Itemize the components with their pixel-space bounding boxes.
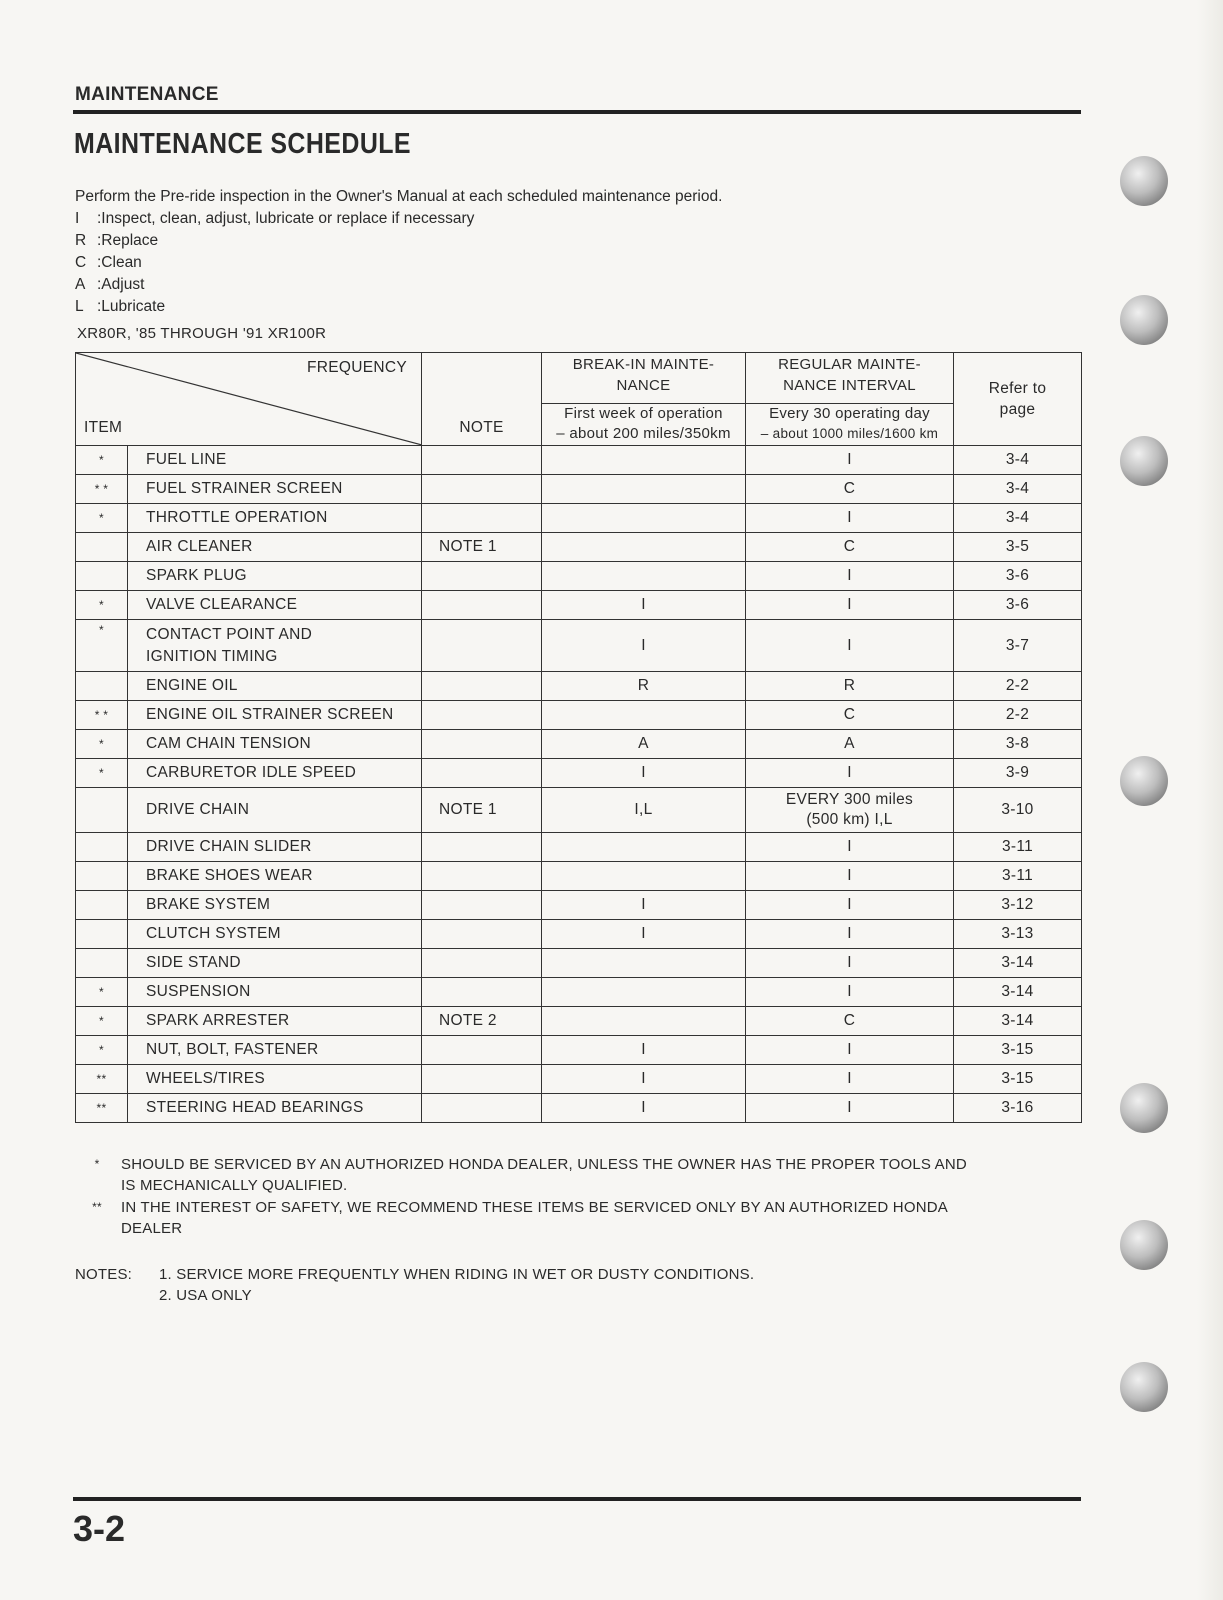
mark-cell xyxy=(76,833,128,862)
breakin-cell: I xyxy=(542,1065,746,1094)
table-row xyxy=(76,562,1082,591)
footnote-symbol: * xyxy=(94,1157,100,1171)
binder-hole xyxy=(1120,295,1168,345)
breakin-cell: I xyxy=(542,1094,746,1123)
regular-cell: I xyxy=(746,562,954,591)
item-cell: FUEL LINE xyxy=(128,446,422,475)
regular-cell: I xyxy=(746,978,954,1007)
note-cell: NOTE 2 xyxy=(422,1007,542,1036)
regular-cell: I xyxy=(746,949,954,978)
binder-hole xyxy=(1120,1362,1168,1412)
mark-cell xyxy=(76,788,128,833)
breakin-cell: I xyxy=(542,759,746,788)
breakin-header xyxy=(542,353,746,404)
page-cell: 3-16 xyxy=(954,1094,1082,1123)
page-cell: 2-2 xyxy=(954,672,1082,701)
legend-row xyxy=(75,274,722,296)
table-row xyxy=(76,620,1082,672)
footnotes xyxy=(85,1154,1085,1240)
breakin-cell xyxy=(542,533,746,562)
regular-cell: I xyxy=(746,1036,954,1065)
table-row xyxy=(76,949,1082,978)
note-cell xyxy=(422,891,542,920)
refer-header-line: page xyxy=(999,401,1036,418)
model-caption: XR80R, '85 THROUGH '91 XR100R xyxy=(77,325,327,342)
note-cell xyxy=(422,1036,542,1065)
note-cell xyxy=(422,1094,542,1123)
legend-desc: :Inspect, clean, adjust, lubricate or replace if necessary xyxy=(97,210,475,227)
table-row xyxy=(76,730,1082,759)
item-cell: ENGINE OIL STRAINER SCREEN xyxy=(128,701,422,730)
page-cell: 3-9 xyxy=(954,759,1082,788)
item-cell: ENGINE OIL xyxy=(128,672,422,701)
note-cell xyxy=(422,759,542,788)
note-cell xyxy=(422,562,542,591)
binder-hole xyxy=(1120,1083,1168,1133)
legend-desc: :Clean xyxy=(97,254,142,271)
legend-code: L xyxy=(75,298,84,315)
breakin-header-line: NANCE xyxy=(616,377,671,394)
regular-cell: C xyxy=(746,1007,954,1036)
page-cell: 3-15 xyxy=(954,1065,1082,1094)
item-cell: SIDE STAND xyxy=(128,949,422,978)
page-cell: 3-6 xyxy=(954,562,1082,591)
legend-desc: :Replace xyxy=(97,232,159,249)
mark-cell xyxy=(76,891,128,920)
item-cell: THROTTLE OPERATION xyxy=(128,504,422,533)
note-cell xyxy=(422,672,542,701)
table-row xyxy=(76,1065,1082,1094)
note-cell xyxy=(422,446,542,475)
header-rule xyxy=(73,110,1081,114)
mark-cell: * xyxy=(76,504,128,533)
regular-cell: A xyxy=(746,730,954,759)
item-cell: SUSPENSION xyxy=(128,978,422,1007)
mark-cell: * * xyxy=(76,701,128,730)
footnote-line: IS MECHANICALLY QUALIFIED. xyxy=(121,1177,348,1194)
notes-block xyxy=(75,1264,754,1306)
breakin-cell: I xyxy=(542,591,746,620)
footnote-line: IN THE INTEREST OF SAFETY, WE RECOMMEND THESE ITEMS BE SERVICED ONLY BY AN AUTHORIZED HONDA xyxy=(121,1199,948,1216)
mark-cell xyxy=(76,562,128,591)
breakin-cell xyxy=(542,562,746,591)
item-cell xyxy=(128,620,422,672)
refer-header-line: Refer to xyxy=(988,380,1047,397)
mark-cell: ** xyxy=(76,1065,128,1094)
page-cell: 3-11 xyxy=(954,833,1082,862)
legend-row xyxy=(75,208,722,230)
legend-desc: :Adjust xyxy=(97,276,145,293)
item-line: IGNITION TIMING xyxy=(146,647,278,665)
page-cell: 3-15 xyxy=(954,1036,1082,1065)
page-cell: 3-14 xyxy=(954,978,1082,1007)
item-cell: NUT, BOLT, FASTENER xyxy=(128,1036,422,1065)
regular-line: (500 km) I,L xyxy=(806,811,893,828)
regular-cell: I xyxy=(746,1065,954,1094)
regular-cell: C xyxy=(746,533,954,562)
note-cell xyxy=(422,1065,542,1094)
table-row xyxy=(76,533,1082,562)
note-cell xyxy=(422,978,542,1007)
table-row xyxy=(76,672,1082,701)
intro-text: Perform the Pre-ride inspection in the Owner's Manual at each scheduled maintenance period. xyxy=(75,188,723,205)
breakin-cell xyxy=(542,978,746,1007)
breakin-cell: I xyxy=(542,891,746,920)
breakin-sub-line: – about 200 miles/350km xyxy=(556,425,731,443)
mark-cell xyxy=(76,672,128,701)
item-cell: VALVE CLEARANCE xyxy=(128,591,422,620)
page-cell: 3-14 xyxy=(954,949,1082,978)
table-row xyxy=(76,833,1082,862)
breakin-cell: I xyxy=(542,920,746,949)
binder-hole xyxy=(1120,436,1168,486)
note-cell xyxy=(422,701,542,730)
page-cell: 2-2 xyxy=(954,701,1082,730)
breakin-cell xyxy=(542,949,746,978)
item-cell: SPARK PLUG xyxy=(128,562,422,591)
mark-cell: * xyxy=(76,620,128,672)
page-title: MAINTENANCE SCHEDULE xyxy=(74,128,411,160)
note-cell xyxy=(422,730,542,759)
intro-block xyxy=(75,186,722,318)
page-number: 3-2 xyxy=(73,1508,126,1549)
regular-cell xyxy=(746,788,954,833)
mark-cell: * xyxy=(76,446,128,475)
breakin-cell xyxy=(542,862,746,891)
note-cell xyxy=(422,620,542,672)
item-cell: CARBURETOR IDLE SPEED xyxy=(128,759,422,788)
table-row xyxy=(76,759,1082,788)
mark-cell: * xyxy=(76,1036,128,1065)
regular-cell: I xyxy=(746,1094,954,1123)
footnote-line: SHOULD BE SERVICED BY AN AUTHORIZED HONDA DEALER, UNLESS THE OWNER HAS THE PROPER TOOLS AND xyxy=(121,1156,967,1173)
table-row xyxy=(76,788,1082,833)
breakin-cell xyxy=(542,833,746,862)
table-row xyxy=(76,475,1082,504)
breakin-cell: I xyxy=(542,1036,746,1065)
regular-header-line: NANCE INTERVAL xyxy=(783,377,916,394)
page-cell: 3-4 xyxy=(954,475,1082,504)
mark-cell: * xyxy=(76,1007,128,1036)
mark-cell: * xyxy=(76,759,128,788)
footnote-symbol: ** xyxy=(92,1200,102,1214)
page-cell: 3-6 xyxy=(954,591,1082,620)
footnote xyxy=(85,1154,1085,1196)
footnote xyxy=(85,1197,1085,1239)
regular-cell: R xyxy=(746,672,954,701)
table-row xyxy=(76,1094,1082,1123)
note-cell xyxy=(422,591,542,620)
mark-cell xyxy=(76,533,128,562)
mark-cell: * xyxy=(76,978,128,1007)
note-header-label: NOTE xyxy=(459,419,504,436)
frequency-item-header xyxy=(76,353,422,446)
page-cell: 3-4 xyxy=(954,446,1082,475)
page-cell: 3-4 xyxy=(954,504,1082,533)
item-cell: DRIVE CHAIN xyxy=(128,788,422,833)
note-header xyxy=(422,353,542,446)
regular-line: EVERY 300 miles xyxy=(785,791,914,808)
mark-cell xyxy=(76,949,128,978)
frequency-header: FREQUENCY xyxy=(306,359,407,376)
page-cell: 3-5 xyxy=(954,533,1082,562)
regular-sub-line: – about 1000 miles/1600 km xyxy=(760,426,939,442)
table-row xyxy=(76,446,1082,475)
mark-cell xyxy=(76,862,128,891)
note-cell xyxy=(422,504,542,533)
table-row xyxy=(76,1036,1082,1065)
breakin-cell xyxy=(542,475,746,504)
breakin-subheader xyxy=(542,404,746,446)
note-cell: NOTE 1 xyxy=(422,788,542,833)
breakin-sub-line: First week of operation xyxy=(564,405,723,423)
legend-code: C xyxy=(75,254,87,271)
regular-subheader xyxy=(746,404,954,446)
regular-cell: I xyxy=(746,833,954,862)
mark-cell xyxy=(76,920,128,949)
note-item: 1. SERVICE MORE FREQUENTLY WHEN RIDING IN WET OR DUSTY CONDITIONS. xyxy=(159,1266,755,1283)
page-cell: 3-13 xyxy=(954,920,1082,949)
table-row xyxy=(76,701,1082,730)
binder-hole xyxy=(1120,1220,1168,1270)
page-cell: 3-7 xyxy=(954,620,1082,672)
page-cell: 3-10 xyxy=(954,788,1082,833)
table-row xyxy=(76,920,1082,949)
regular-cell: C xyxy=(746,475,954,504)
regular-cell: C xyxy=(746,701,954,730)
breakin-cell xyxy=(542,1007,746,1036)
regular-cell: I xyxy=(746,620,954,672)
item-cell: STEERING HEAD BEARINGS xyxy=(128,1094,422,1123)
mark-cell: ** xyxy=(76,1094,128,1123)
page-cell: 3-12 xyxy=(954,891,1082,920)
table-row xyxy=(76,891,1082,920)
breakin-cell xyxy=(542,701,746,730)
table-row xyxy=(76,591,1082,620)
item-cell: SPARK ARRESTER xyxy=(128,1007,422,1036)
regular-header-line: REGULAR MAINTE- xyxy=(778,356,921,373)
table-row xyxy=(76,862,1082,891)
binder-hole xyxy=(1120,156,1168,206)
legend-code: A xyxy=(75,276,86,293)
breakin-cell: R xyxy=(542,672,746,701)
note-cell xyxy=(422,833,542,862)
refer-header xyxy=(954,353,1082,446)
notes-label: NOTES: xyxy=(75,1266,133,1283)
item-cell: BRAKE SYSTEM xyxy=(128,891,422,920)
breakin-cell: A xyxy=(542,730,746,759)
mark-cell: * xyxy=(76,591,128,620)
section-label: MAINTENANCE xyxy=(75,84,219,105)
regular-header xyxy=(746,353,954,404)
item-cell: BRAKE SHOES WEAR xyxy=(128,862,422,891)
breakin-header-line: BREAK-IN MAINTE- xyxy=(572,356,715,373)
breakin-cell: I,L xyxy=(542,788,746,833)
regular-sub-line: Every 30 operating day xyxy=(769,405,930,423)
regular-cell: I xyxy=(746,891,954,920)
mark-cell: * xyxy=(76,730,128,759)
note-cell xyxy=(422,949,542,978)
legend-code: I xyxy=(75,210,80,227)
legend-desc: :Lubricate xyxy=(97,298,166,315)
note-cell xyxy=(422,862,542,891)
legend-code: R xyxy=(75,232,87,249)
regular-cell: I xyxy=(746,920,954,949)
table-row xyxy=(76,1007,1082,1036)
note-cell xyxy=(422,475,542,504)
item-cell: AIR CLEANER xyxy=(128,533,422,562)
table-row xyxy=(76,504,1082,533)
page-cell: 3-14 xyxy=(954,1007,1082,1036)
mark-cell: * * xyxy=(76,475,128,504)
regular-cell: I xyxy=(746,759,954,788)
item-cell: CAM CHAIN TENSION xyxy=(128,730,422,759)
page-edge xyxy=(1197,0,1223,1600)
item-line: CONTACT POINT AND xyxy=(146,625,313,643)
item-cell: FUEL STRAINER SCREEN xyxy=(128,475,422,504)
binder-hole xyxy=(1120,756,1168,806)
note-cell xyxy=(422,920,542,949)
table-row xyxy=(76,978,1082,1007)
regular-cell: I xyxy=(746,862,954,891)
breakin-cell xyxy=(542,504,746,533)
breakin-cell xyxy=(542,446,746,475)
page-cell: 3-11 xyxy=(954,862,1082,891)
item-cell: DRIVE CHAIN SLIDER xyxy=(128,833,422,862)
regular-cell: I xyxy=(746,504,954,533)
footer-rule xyxy=(73,1497,1081,1501)
item-cell: WHEELS/TIRES xyxy=(128,1065,422,1094)
note-item: 2. USA ONLY xyxy=(159,1287,252,1304)
footnote-line: DEALER xyxy=(121,1220,183,1237)
page-cell: 3-8 xyxy=(954,730,1082,759)
breakin-cell: I xyxy=(542,620,746,672)
regular-cell: I xyxy=(746,446,954,475)
legend-row xyxy=(75,296,722,318)
legend-row xyxy=(75,252,722,274)
maintenance-table xyxy=(75,352,1082,1123)
legend-row xyxy=(75,230,722,252)
item-cell: CLUTCH SYSTEM xyxy=(128,920,422,949)
note-cell: NOTE 1 xyxy=(422,533,542,562)
item-header: ITEM xyxy=(84,419,123,436)
regular-cell: I xyxy=(746,591,954,620)
